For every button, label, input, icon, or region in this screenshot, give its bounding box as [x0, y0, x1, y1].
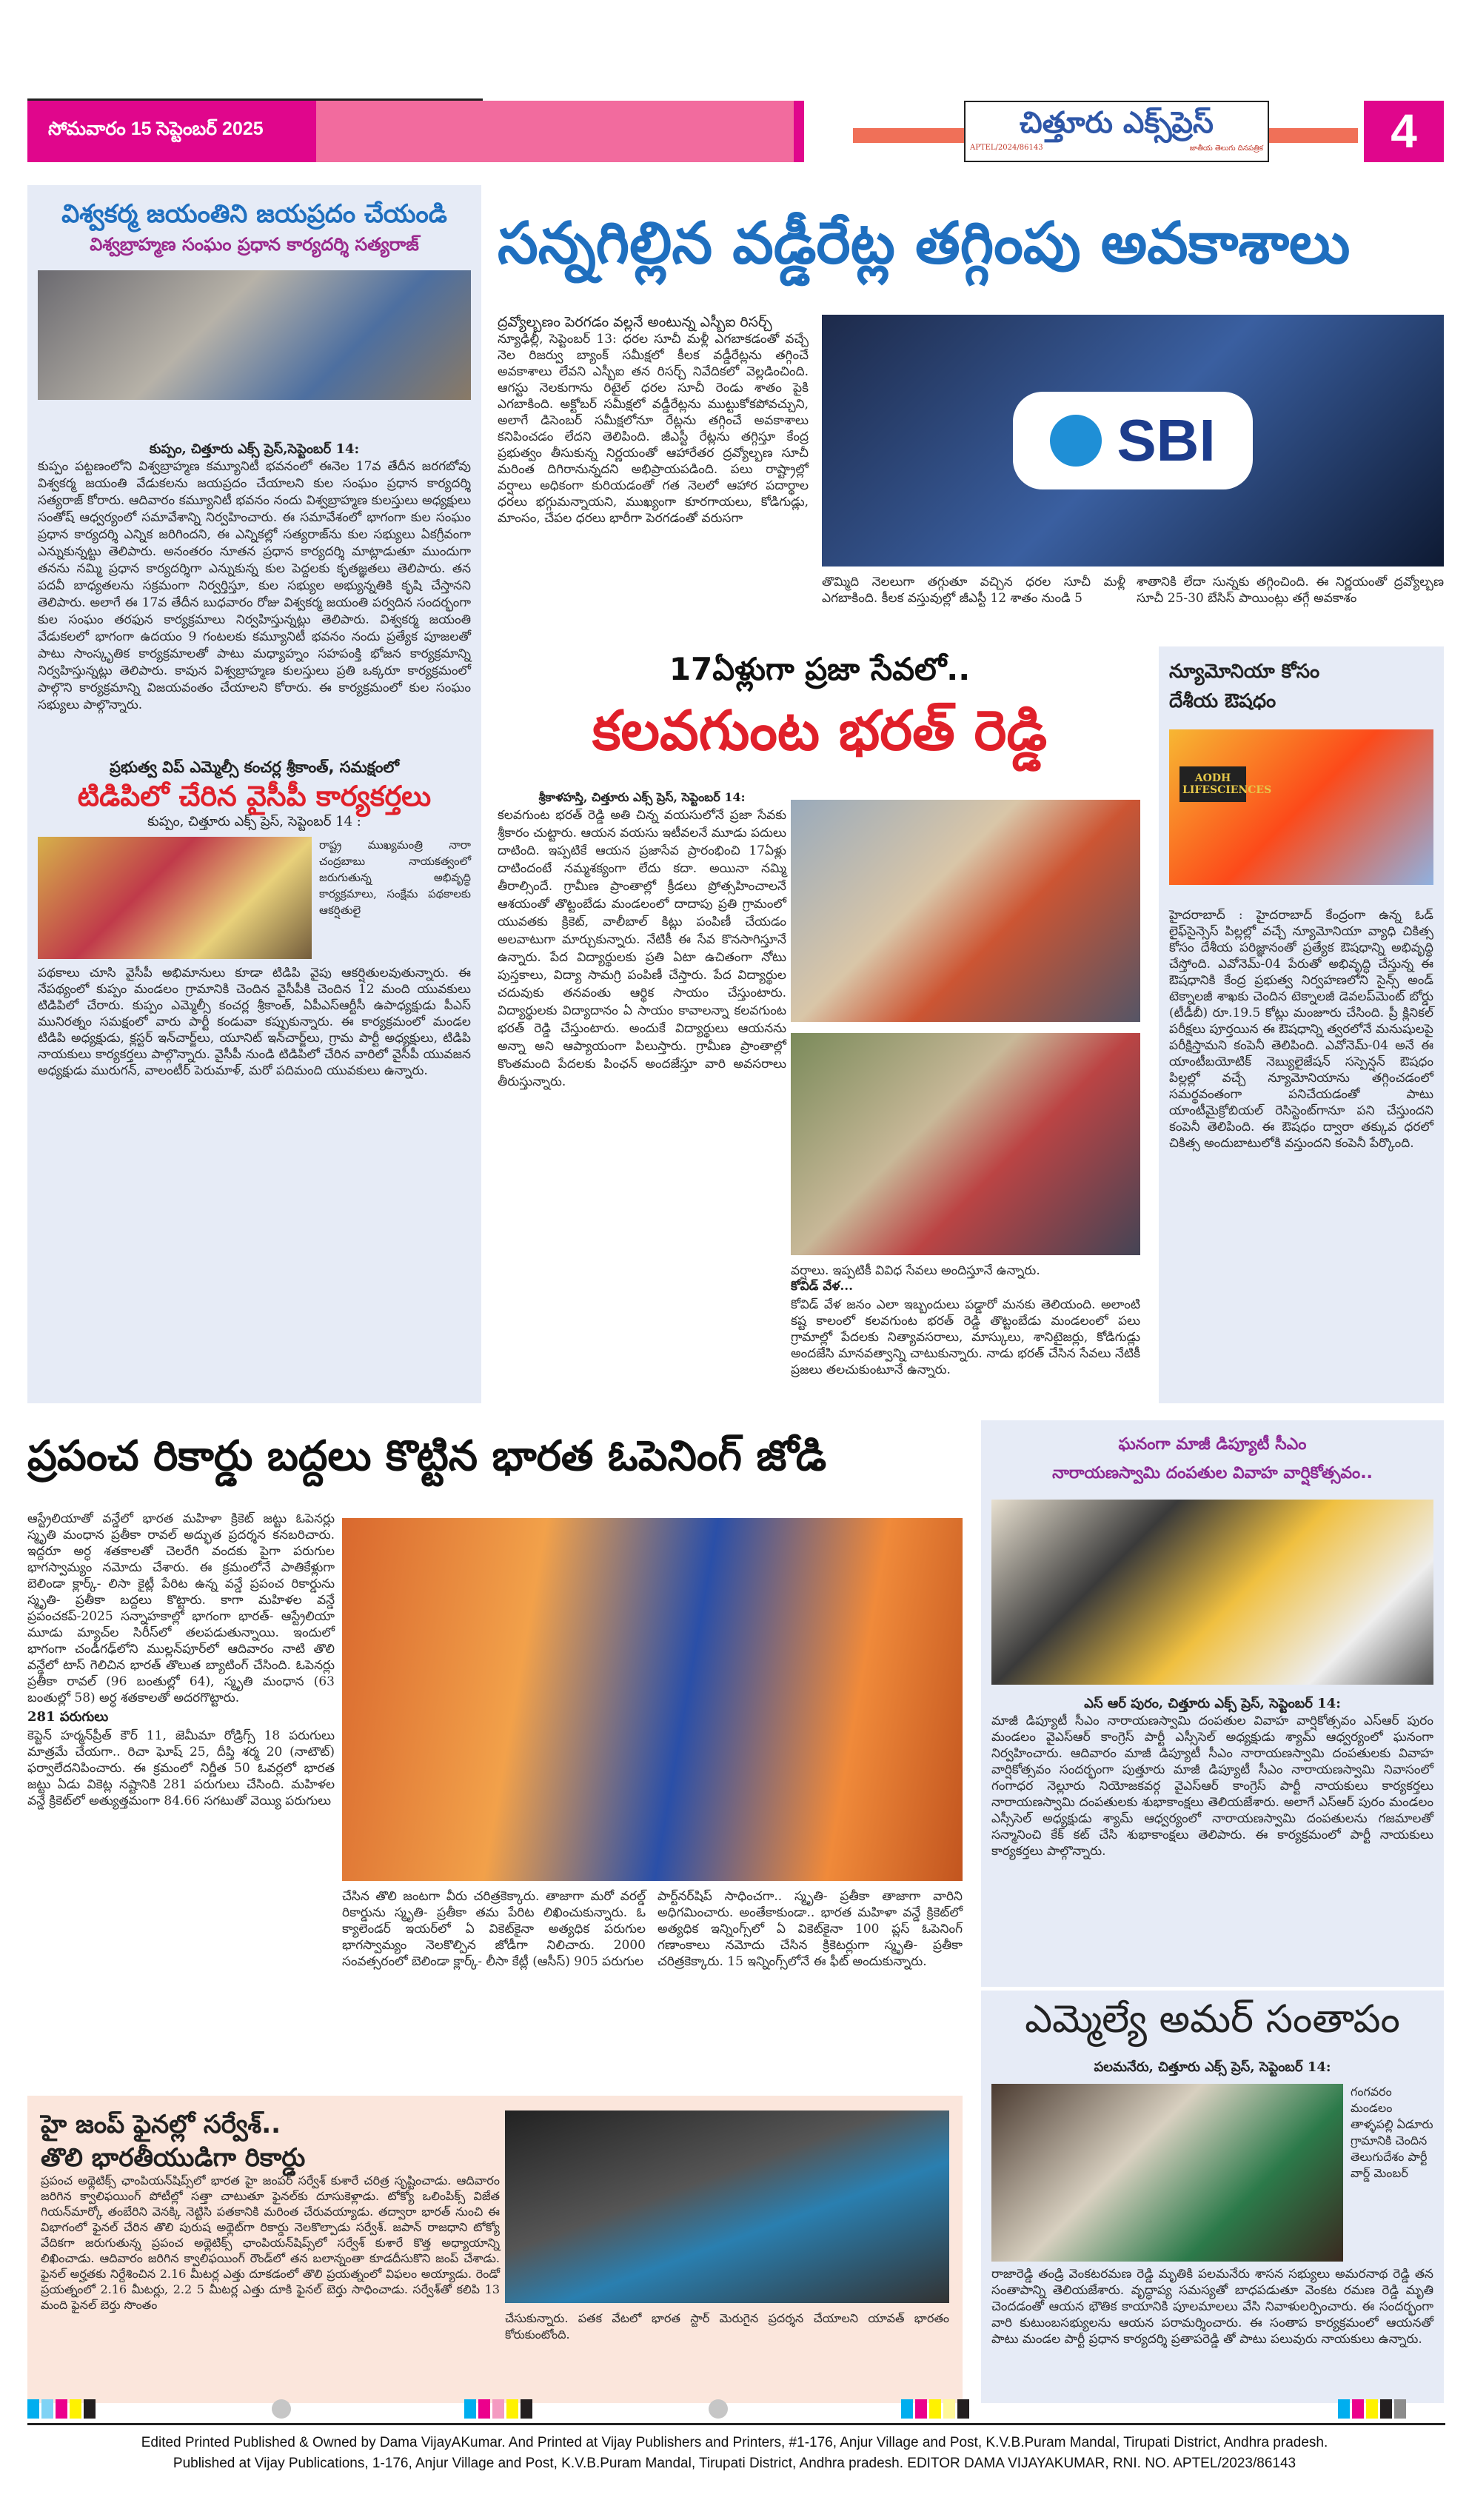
- issue-date: సోమవారం 15 సెప్టెంబర్ 2025: [48, 118, 264, 139]
- sbi-emblem-icon: [1050, 415, 1102, 467]
- bharath-article: శ్రీకాళహస్తి, చిత్తూరు ఎక్స్ ప్రెస్, సెప్టెంబర్ 14: కలవగుంట భరత్ రెడ్డి అతి చిన్న వయసులోనే ప్రజా సేవకు శ్రీకారం చుట్టారు. ఆయన వయసు ఇటీవలనే మూడు పదులు దాటింది. ఇప్పటికే ఆయన ప్రజాసేవ ప్రారంభించి 17ఏళ్లు దాటిందంటే నమ్మశక్యంగా లేదు కదా. అయినా నమ్మి తీరాల్సిందే. గ్రామీణ ప్రాంతాల్లో క్రీడలు ప్రోత్సహించాలనే ఆశయంతో తొట్టంబేడు మండలంలో దాదాపు ప్రతి గ్రామంలో యువతకు క్రికెట్, వాలీబాల్ కిట్లు పంపిణీ చేయడం అలవాటుగా మార్చుకున్నారు. నేటికీ ఈ సేవ కొనసాగిస్తూనే ఉన్నారు. పేద విద్యార్థులకు ప్రతి ఏటా ఉచితంగా నోటు పుస్తకాలు, విద్యా సామగ్రి పంపిణీ చేస్తారు. పేద విద్యార్థుల చదువుకు తనవంతు ఆర్థిక సాయం చేస్తుంటారు. విద్యార్థులకు విద్యాదానం ఏ సాయం కావాలన్నా కలవగుంట భరత్ రెడ్డి చేస్తుంటారు. అందుకే విద్యార్థులు ఆయనను అన్నా అని ఆప్యాయంగా పిలుస్తారు. గ్రామీణ ప్రాంతాల్లో కొంతమంది పేదలకు పింఛన్ అందజేస్తూ వారి అవసరాలు తీరుస్తున్నారు.: [498, 790, 786, 1089]
- wedding-article: ఘనంగా మాజీ డిప్యూటీ సీఎం నారాయణస్వామి దంపతుల వివాహ వార్షికోత్సవం.. ఎస్ ఆర్ పురం, చిత్తూరు ఎక్స్ ప్రెస్, సెప్టెంబర్ 14: మాజీ డిప్యూటీ సీఎం నారాయణస్వామి దంపతుల వివాహ వార్షికోత్సవం ఎస్ఆర్ పురం మండలం వైఎస్ఆర్ కాంగ్రెస్ పార్టీ ఎస్సీసెల్ అధ్యక్షుడు శ్యామ్ ఆధ్వర్యంలో ఘనంగా నిర్వహించారు. ఆదివారం మాజీ డిప్యూటీ సీఎం నారాయణస్వామి దంపతులకు వివాహ వార్షికోత్సవం సందర్భంగా పుత్తూరు మాజీ డిప్యూటీ సీఎం నారాయణస్వామి నివాసంలో గంగాధర నెల్లూరు నియోజకవర్గ వైఎస్ఆర్ కాంగ్రెస్ పార్టీ నాయకులు కార్యకర్తలు నారాయణస్వామి దంపతులకు శుభాకాంక్షలు తెలియజేశారు. అలాగే ఎస్ఆర్ పురం మండలం ఎస్సీసెల్ అధ్యక్షుడు శ్యామ్ ఆధ్వర్యంలో నారాయణస్వామి దంపతులను గజమాలతో సన్మానించి కేక్ కట్ చేసి శుభాకాంక్షలు తెలిపారు. ఈ కార్యక్రమంలో పార్టీ నాయకులు కార్యకర్తలు పాల్గొన్నారు.: [981, 1420, 1444, 1987]
- meeting-photo: [38, 270, 471, 400]
- pneumonia-article: న్యూమోనియా కోసం దేశీయ ఔషధం AODH LIFESCIENCES హైదరాబాద్ : హైదరాబాద్ కేంద్రంగా ఉన్న ఓడ్ లైఫ్‌సైన్సెస్ పిల్లల్లో వచ్చే న్యూమోనియా వ్యాధి చికిత్స కోసం దేశీయ పరిజ్ఞానంతో ప్రత్యేక ఔషధాన్ని అభివృద్ధి చేస్తోంది. ఎవోనెమ్-04 పేరుతో అభివృద్ధి చేస్తున్న ఈ ఔషధానికి కేంద్ర ప్రభుత్వ నిర్వహణలోని సైన్స్ అండ్ టెక్నాలజీ శాఖకు చెందిన టెక్నాలజీ డెవలప్‌మెంట్ బోర్డు (టీడీబీ) రూ.19.5 కోట్లు మంజూరు చేసింది. ప్రీ క్లినికల్ పరీక్షలు పూర్తయిన ఈ ఔషధాన్ని త్వరలోనే మనుషులపై పరీక్షిస్తామని కంపెనీ తెలిపింది. ఎవోనెమ్-04 అనే ఈ యాంటీబయోటిక్ నెబ్యులైజేషన్ సస్పెన్షన్ ఔషధం పిల్లల్లో వచ్చే న్యూమోనియాను తగ్గించడంలో సమర్థవంతంగా పనిచేయడంతో పాటు యాంటీమైక్రోబియల్ రెసిస్టెంట్‌గానూ పని చేస్తుందని కంపెనీ తెలిపింది. ఈ ఔషధం ద్వారా తక్కువ ధరలో చికిత్స అందుబాటులోకి వస్తుందని కంపెనీ పేర్కొంది.: [1159, 646, 1444, 1403]
- sbi-article: ద్రవ్యోల్బణం పెరగడం వల్లనే అంటున్న ఎస్బీఐ రిసర్చ్ న్యూఢిల్లీ, సెప్టెంబర్ 13: ధరల సూచీ మళ్లీ ఎగబాకడంతో వచ్చే నెల రిజర్వు బ్యాంక్ సమీక్షలో కీలక వడ్డీరేట్లను తగ్గించే అవకాశాలు లేవని ఎస్బీఐ తన రిసర్చ్ నివేదికలో వెల్లడించింది. ఆగస్టు నెలకుగాను రిటైల్ ధరల సూచీ రెండు శాతం పైకి ఎగబాకింది. అక్టోబర్ సమీక్షలో వడ్డీరేట్లను ముట్టుకోకపోవచ్చుని, అలాగే డిసెంబర్ సమీక్షలోనూ రేట్లను తగ్గించే అవకాశాలు కనిపించడం లేదని తెలిపింది. జీఎస్టీ రేట్లను తగ్గిస్తూ కేంద్ర ప్రభుత్వం తీసుకున్న నిర్ణయంతో ఆహారేతర ద్రవ్యోల్బణ సూచీ మరింత దిగిరానున్నదని అభిప్రాయపడింది. పలు రాష్ట్రాల్లో వర్షాలు అధికంగా కురియడంతో గత నెలలో ఆహార పదార్థాల ధరలు భగ్గుమన్నాయని, ముఖ్యంగా కూరగాయలు, కోడిగుడ్లు, మాంసం, చేపల ధరలు భారీగా పెరగడంతో వరుసగా: [498, 314, 809, 526]
- date-banner: [27, 101, 316, 162]
- bharath-photo-2: [791, 1033, 1140, 1255]
- high-jump-photo: [505, 2110, 949, 2303]
- cricket-photo: [342, 1518, 963, 1881]
- tdp-headline: టిడిపిలో చేరిన వైసీపీ కార్యకర్తలు: [77, 779, 432, 812]
- anniversary-photo: [991, 1500, 1433, 1685]
- condolence-photo: [991, 2084, 1343, 2262]
- color-registration-marks: [27, 2399, 1445, 2422]
- newspaper-logo: చిత్తూరు ఎక్స్‌ప్రెస్ APTEL/2024/86143 జాతీయ తెలుగు దినపత్రిక: [964, 101, 1269, 162]
- medicine-photo: AODH LIFESCIENCES: [1169, 729, 1433, 885]
- imprint-footer: Edited Printed Published & Owned by Dama VijayAKumar. And Printed at Vijay Publishers and Printers, #1-176, Anjur Village and Post, K.V.B.Puram Mandal, Tirupati District, Andhra pradesh. Published at Vijay Publications, 1-176, Anjur Village and Post, K.V.B.Puram Mandal, Tirupati District, Andhra pradesh. EDITOR DAMA VIJAYAKUMAR, RNI. NO. APTEL/2023/86143: [141, 2435, 1328, 2471]
- highjump-article: హై జంప్ ఫైనల్లో సర్వేశ్.. తొలి భారతీయుడిగా రికార్డు ప్రపంచ అథ్లెటిక్స్ ఛాంపియన్‌షిప్స్‌లో భారత హై జంపర్ సర్వేశ్ కుశారే చరిత్ర సృష్టించాడు. ఆదివారం జరిగిన క్వాలిఫయింగ్ పోటీల్లో సత్తా చాటుతూ ఫైనల్‌కు దూసుకెళ్లాడు. టోక్యో ఒలింపిక్స్ విజేత గియన్‌మార్కో తంబేరిని వెనక్కి నెట్టిసి పతకానికి మరింత చేరువయ్యాడు. తద్వారా భారత్ నుంచి ఈ విభాగంలో ఫైనల్ చేరిన తొలి పురుష అథ్లెట్‌గా రికార్డు నెలకొల్పాడు సర్వేశ్. జపాన్ రాజధాని టోక్యో వేదికగా జరుగుతున్న ప్రపంచ అథ్లెటిక్స్ ఛాంపియన్‌షిప్స్‌లో సర్వేశ్ కుశారే కొత్త అధ్యాయాన్ని లిఖించాడు. ఆదివారం జరిగిన క్వాలిఫయింగ్ రౌండ్‌లో తన బలాన్నంతా కూడదీసుకొని జంప్ చేశాడు. ఫైనల్ అర్హతకు నిర్దేశించిన 2.16 మీటర్ల ఎత్తు దూకడంలో తొలి ప్రయత్నంలో విఫలం అయ్యాడు. రెండో ప్రయత్నంలో 2.16 మీటర్లు, 2.2 5 మీటర్ల ఎత్తు దూకి ఫైనల్ బెర్తు సాధించాడు. సర్వేశ్‌తో కలిపి 13 మంది ఫైనల్ బెర్తు సొంతం చేసుకున్నారు. పతక వేటలో భారత స్టార్ మెరుగైన ప్రదర్శన చేయాలని యావత్ భారతం కోరుకుంటోంది.: [27, 2096, 963, 2403]
- cricket-article: ఆస్ట్రేలియాతో వన్డేలో భారత మహిళా క్రికెట్ జట్టు ఓపెనర్లు స్మృతి మంధాన ప్రతీకా రావల్ అద్భుత ప్రదర్శన కనబరిచారు. ఇద్దరూ అర్ధ శతకాలతో చెలరేగి వందకు పైగా పరుగుల భాగస్వామ్యం నమోదు చేశారు. ఈ క్రమంలోనే పాతికేళ్లుగా బెలిండా క్లార్క్- లిసా కైట్లీ పేరిట ఉన్న వన్డే ప్రపంచ రికార్డును స్మృతి- ప్రతీకా బద్దలు కొట్టారు. కాగా మహిళల వన్డే ప్రపంచకప్-2025 సన్నాహకాల్లో భాగంగా భారత్- ఆస్ట్రేలియా మూడు మ్యాచ్‌ల సిరీస్‌లో తలపడుతున్నాయి. ఇందులో భాగంగా చండీగఢ్‌లోని ముల్లన్‌పూర్‌లో ఆదివారం నాటి తొలి వన్డేలో టాస్ గెలిచిన భారత్ తొలుత బ్యాటింగ్ చేసింది. ఓపెనర్లు ప్రతీకా రావల్ (96 బంతుల్లో 64), స్మృతి మంధాన (63 బంతుల్లో 58) అర్ధ శతకాలతో అదరగొట్టారు. 281 పరుగులు కెప్టెన్ హర్మన్‌ప్రీత్ కౌర్ 11, జెమీమా రోడ్రిగ్స్ 18 పరుగులు మాత్రమే చేయగా.. రిచా ఘోష్ 25, దీప్తి శర్మ 20 (నాటౌట్) ఫర్వాలేదనిపించారు. ఈ క్రమంలో నిర్ణీత 50 ఓవర్లలో భారత జట్టు ఏడు వికెట్ల నష్టానికి 281 పరుగులు చేసింది. మహిళల వన్డే క్రికెట్‌లో అత్యుత్తమంగా 84.66 సగటుతో వెయ్యి పరుగులు: [27, 1511, 335, 1808]
- tdp-subhead: ప్రభుత్వ విప్ ఎమ్మెల్సీ కంచర్ల శ్రీకాంత్, సమక్షంలో: [110, 758, 399, 776]
- bharath-headline: కలవగుంట భరత్ రెడ్డి: [592, 699, 1048, 763]
- party-joining-photo: [38, 837, 312, 959]
- sbi-logo-image: SBI: [822, 315, 1444, 567]
- page-number: 4: [1364, 101, 1444, 162]
- mla-condolence-article: ఎమ్మెల్యే అమర్ సంతాపం పలమనేరు, చిత్తూరు ఎక్స్ ప్రెస్, సెప్టెంబర్ 14: గంగవరం మండలం తాళ్ళపల్లి ఏడూరు గ్రామానికి చెందిన తెలుగుదేశం పార్టీ వార్డ్ మెంబర్ రాజారెడ్డి తండ్రి వెంకటరమణ రెడ్డి మృతికి పలమనేరు శాసన సభ్యులు అమరనాథ రెడ్డి తన సంతాపాన్ని తెలియజేశారు. వృద్ధాప్య సమస్యతో బాధపడుతూ వెంకట రమణ రెడ్డి మృతి చెందడంతో ఆయన భౌతిక కాయానికి పూలమాలలు వేసి నివాళులర్పించారు. ఈ సందర్భంగా వారి కుటుంబసభ్యులను ఆయన పరామర్శించారు. ఈ సంతాప కార్యక్రమంలో ఆయనతో పాటు మండల పార్టీ ప్రధాన కార్యదర్శి ప్రతాపరెడ్డి తో పాటు పలువురు నాయకులు ఉన్నారు.: [981, 1991, 1444, 2403]
- bharath-photo-1: [791, 800, 1140, 1022]
- sbi-headline: సన్నగిల్లిన వడ్డీరేట్ల తగ్గింపు అవకాశాలు: [498, 210, 1351, 277]
- subhead: విశ్వబ్రాహ్మణ సంఘం ప్రధాన కార్యదర్శి సత్యరాజ్: [90, 234, 419, 255]
- headline: విశ్వకర్మ జయంతిని జయప్రదం చేయండి: [61, 199, 447, 229]
- cricket-headline: ప్రపంచ రికార్డు బద్దలు కొట్టిన భారత ఓపెనింగ్ జోడి: [27, 1432, 827, 1480]
- vishwakarma-article: విశ్వకర్మ జయంతిని జయప్రదం చేయండి విశ్వబ్రాహ్మణ సంఘం ప్రధాన కార్యదర్శి సత్యరాజ్ కుప్పం, చిత్తూరు ఎక్స్ ప్రెస్,సెప్టెంబర్ 14: కుప్పం పట్టణంలోని విశ్వబ్రాహ్మణ కమ్యూనిటీ భవనంలో ఈనెల 17వ తేదీన జరగబోవు విశ్వకర్మ జయంతి వేడుకలను జయప్రదం చేయాలని కుల సంఘం ప్రధాన కార్యదర్శి సత్యరాజ్ కోరారు. ఆదివారం కమ్యూనిటీ భవనం నందు విశ్వబ్రాహ్మణ కులస్తులు అధ్యక్షులు సంతోష్ ఆధ్వర్యంలో సమావేశాన్ని నిర్వహించారు. ఈ సమావేశంలో భాగంగా కుల సంఘం ప్రధాన కార్యదర్శి ఎన్నిక జరిగిందని, ఈ ఎన్నికల్లో సత్యరాజ్‌ను కుల సభ్యులు ఏకగ్రీవంగా ఎన్నుకున్నట్టు తెలిపారు. అనంతరం నూతన ప్రధాన కార్యదర్శి మాట్లాడుతూ ముందుగా తనను నమ్మి ప్రధాన కార్యదర్శిగా ఎన్నుకున్న కుల పెద్దలకు కృతజ్ఞతలు తెలిపారు. తన పదవీ బాధ్యతలను సక్రమంగా నిర్వర్తిస్తూ, కుల సభ్యుల అభ్యున్నతికి కృషి చేస్తానని తెలిపారు. అలాగే ఈ 17వ తేదీన బుధవారం రోజు విశ్వకర్మ జయంతి పర్వదిన సందర్భంగా కుల సంఘం తరఫున కార్యక్రమాలు నిర్వహిస్తున్నట్లు తెలిపారు. విశ్వకర్మ జయంతి వేడుకలలో భాగంగా ఉదయం 9 గంటలకు కమ్యూనిటీ భవనం నందు ప్రత్యేక పూజలతో పాటు సాంస్కృతిక కార్యక్రమాలతో పాటు మధ్యాహ్నం సహపంక్తి భోజన కార్యక్రమాన్ని నిర్వహిస్తున్నట్లు తెలిపారు. కావున విశ్వబ్రాహ్మణ కులస్తులు ప్రతి ఒక్కరూ కార్యక్రమంలో పాల్గొని కార్యక్రమాన్ని విజయవంతం చేయాలని కోరారు. ఈ కార్యక్రమంలో కుల సంఘం సభ్యులు పాల్గొన్నారు. ప్రభుత్వ విప్ ఎమ్మెల్సీ కంచర్ల శ్రీకాంత్, సమక్షంలో టిడిపిలో చేరిన వైసీపీ కార్యకర్తలు కుప్పం, చిత్తూరు ఎక్స్ ప్రెస్, సెప్టెంబర్ 14 : రాష్ట్ర ముఖ్యమంత్రి నారా చంద్రబాబు నాయకత్వంలో జరుగుతున్న అభివృద్ధి కార్యక్రమాలు, సంక్షేమ పథకాలకు ఆకర్షితులై పథకాలు చూసి వైసీపీ అభిమానులు కూడా టిడిపి వైపు ఆకర్షితులవుతున్నారు. ఈ నేపథ్యంలో కుప్పం మండలం గ్రామానికి చెందిన వైసీపీకి చెందిన 12 మంది యువకులు టిడిపిలో చేరారు. కుప్పం ఎమ్మెల్సీ కంచర్ల శ్రీకాంత్, ఏపీఎస్ఆర్టీసీ ఉపాధ్యక్షుడు పీఎస్ మునిరత్నం సమక్షంలో వారు పార్టీ కండువా కప్పుకున్నారు. ఈ కార్యక్రమంలో మండల టిడిపి అధ్యక్షుడు, క్లస్టర్ ఇన్‌చార్జ్‌లు, యూనిట్ ఇన్‌చార్జ్‌లు, గ్రామ పార్టీ అధ్యక్షులు, టిడిపి నాయకులు కార్యకర్తలు పాల్గొన్నారు. వైసీపీ నుండి టిడిపిలో చేరిన వారిలో వైసీపీ యువజన అధ్యక్షుడు మురుగన్, వాలంటీర్ పెరుమాళ్, మరో పదిమంది యువకులు ఉన్నారు.: [27, 185, 481, 1403]
- masthead: [27, 98, 1445, 162]
